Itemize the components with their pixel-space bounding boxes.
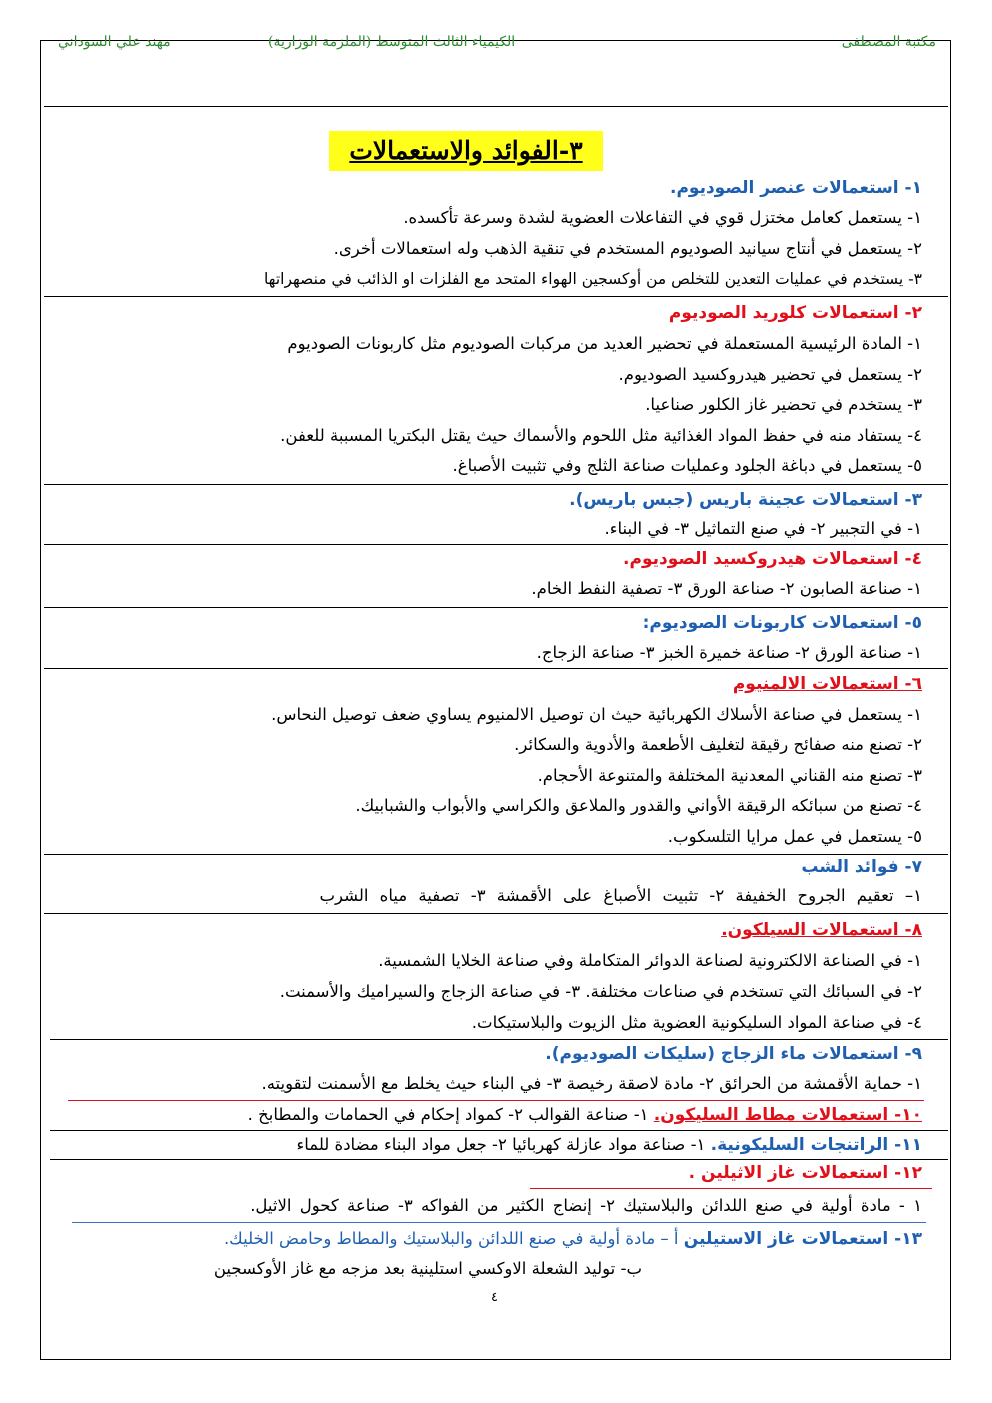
divider (44, 913, 948, 914)
section-heading: ٤- استعمالات هيدروكسيد الصوديوم. (623, 549, 922, 569)
divider (44, 544, 948, 545)
divider (44, 296, 948, 297)
divider (44, 484, 948, 485)
list-item: ١- المادة الرئيسية المستعملة في تحضير العديد من مركبات الصوديوم مثل كاربونات الصوديوم (287, 334, 922, 353)
section-heading: ٧- فوائد الشب (801, 857, 922, 877)
section-heading: ١- استعمالات عنصر الصوديوم. (670, 178, 922, 198)
list-item: ٢- يستعمل في أنتاج سيانيد الصوديوم المستخدم في تنقية الذهب وله استعمالات أخرى. (333, 239, 922, 258)
list-item: ١– تعقيم الجروح الخفيفة ٢- تثبيت الأصباغ على الأقمشة ٣- تصفية مياه الشرب (319, 886, 922, 905)
divider (50, 1039, 948, 1040)
list-item: ٢- في السبائك التي تستخدم في صناعات مختلفة. ٣- في صناعة الزجاج والسيراميك والأسمنت. (279, 982, 922, 1001)
section-row (248, 1104, 922, 1126)
header-author: مهند علي السوداني (58, 34, 171, 50)
section-heading: ٢- استعمالات كلوريد الصوديوم (668, 303, 922, 323)
list-item: ٤- تصنع من سبائكه الرقيقة الأواني والقدور والملاعق والكراسي والأبواب والشبابيك. (355, 796, 922, 815)
section-heading: ٣- استعمالات عجينة باريس (جبس باريس). (569, 490, 922, 510)
divider (530, 1188, 932, 1189)
divider (50, 1130, 948, 1131)
page-title: ٣-الفوائد والاستعمالات (329, 131, 603, 171)
section-row (297, 1134, 923, 1156)
divider (44, 854, 948, 855)
list-item: أ – مادة أولية في صنع اللدائن والبلاستيك والمطاط وحامض الخليك. (223, 1229, 679, 1248)
section-heading: ١٢- استعمالات غاز الاثيلين . (688, 1163, 922, 1183)
section-heading: ٩- استعمالات ماء الزجاج (سليكات الصوديوم). (545, 1044, 922, 1064)
divider (44, 668, 948, 669)
list-item: ١- في التجبير ٢- في صنع التماثيل ٣- في البناء. (604, 519, 922, 538)
list-item: ٢- يستعمل في تحضير هيدروكسيد الصوديوم. (618, 365, 922, 384)
list-item: ١- صناعة الصابون ٢- صناعة الورق ٣- تصفية النفط الخام. (531, 579, 922, 598)
header-library: مكتبة المصطفى (841, 34, 936, 50)
header-divider (44, 106, 948, 107)
list-item: ١ - مادة أولية في صنع اللدائن والبلاستيك ٢- إنضاج الكثير من الفواكه ٣- صناعة كحول الاثيل. (250, 1196, 922, 1215)
header-subject: الكيمياء الثالث المتوسط (الملزمة الوزارية) (268, 34, 516, 50)
divider (50, 1159, 948, 1160)
list-item: ١- صناعة الورق ٢- صناعة خميرة الخبز ٣- صناعة الزجاج. (536, 643, 922, 662)
list-item: ٥- يستعمل في عمل مرايا التلسكوب. (667, 827, 922, 846)
section-heading: ٥- استعمالات كاربونات الصوديوم: (642, 613, 922, 633)
list-item: ٤- في صناعة المواد السليكونية العضوية مثل الزيوت والبلاستيكات. (471, 1013, 922, 1032)
section-heading: ١٣- استعمالات غاز الاستيلين (683, 1229, 922, 1249)
list-item: ب- توليد الشعلة الاوكسي استلينية بعد مزجه مع غاز الأوكسجين (213, 1259, 642, 1278)
section-heading: ١٠- استعمالات مطاط السليكون. (653, 1105, 922, 1125)
section-heading: ٨- استعمالات السيلكون. (721, 920, 922, 940)
section-heading: ١١- الراتنجات السليكونية. (710, 1135, 922, 1155)
list-item: ١- صناعة القوالب ٢- كمواد إحكام في الحمامات والمطابخ . (247, 1105, 649, 1124)
list-item: ٣- تصنع منه القناني المعدنية المختلفة والمتنوعة الأحجام. (537, 766, 922, 785)
list-item: ١- صناعة مواد عازلة كهربائيا ٢- جعل مواد البناء مضادة للماء (296, 1135, 706, 1154)
list-item: ٢- تصنع منه صفائح رقيقة لتغليف الأطعمة والأدوية والسكائر. (514, 735, 922, 754)
divider (44, 607, 948, 608)
list-item: ١- يستعمل في صناعة الأسلاك الكهربائية حيث ان توصيل الالمنيوم يساوي ضعف توصيل النحاس. (271, 705, 922, 724)
divider (72, 1222, 926, 1223)
list-item: ٣- يستخدم في تحضير غاز الكلور صناعيا. (645, 395, 922, 414)
divider (68, 1100, 924, 1101)
list-item: ٣- يستخدم في عمليات التعدين للتخلص من أوكسجين الهواء المتحد مع الفلزات او الذائب في منصهراتها (263, 270, 922, 288)
list-item: ٤- يستفاد منه في حفظ المواد الغذائية مثل اللحوم والأسماك حيث يقتل البكتريا المسببة للعفن. (280, 426, 922, 445)
list-item: ٥- يستعمل في دباغة الجلود وعمليات صناعة الثلج وفي تثبيت الأصباغ. (452, 456, 922, 475)
page-number: ٤ (491, 1290, 498, 1305)
list-item: ١- في الصناعة الالكترونية لصناعة الدوائر المتكاملة وفي صناعة الخلايا الشمسية. (378, 951, 922, 970)
list-item: ١- حماية الأقمشة من الحرائق ٢- مادة لاصقة رخيصة ٣- في البناء حيث يخلط مع الأسمنت لتقويته. (261, 1074, 922, 1093)
section-row (224, 1228, 922, 1250)
list-item: ١- يستعمل كعامل مختزل قوي في التفاعلات العضوية لشدة وسرعة تأكسده. (403, 208, 922, 227)
section-heading: ٦- استعمالات الالمنيوم (732, 674, 922, 694)
